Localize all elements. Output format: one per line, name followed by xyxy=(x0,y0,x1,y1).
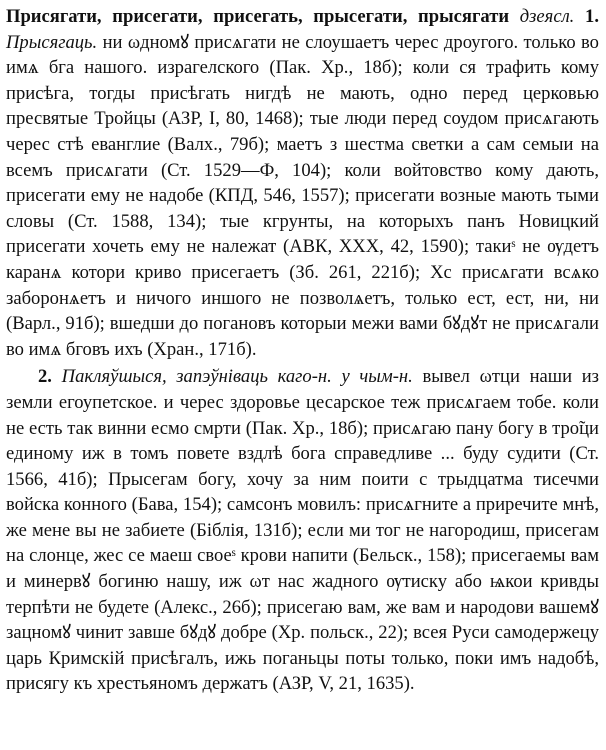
sense-1-gloss: Прысягаць. xyxy=(6,31,98,53)
sense-1-number: 1. xyxy=(585,6,599,27)
entry-headword: Присягати, присегати, присегать, прысегати, прысягати xyxy=(6,6,510,27)
sense-2-citations: вывел ωтци наши из земли егоупетское. и черес здоровье цесарское теж присѧгаем тобе. коли не есть так винни есмо смрти (Пак. Хр., 18б); присѧгаю пану богу в тро̃ци единому иж в томъ повете вздлѣ бога справедливе ... буду судити (Ст. 1566, 41б); Прысегам богу, хочу за ним поити с трыдцатма тисечми войска конного (Бава, 154); самсонъ мовилъ: присѧгните а приречите мнѣ, же мене вы не забиете (Бiблiя, 131б); если ми тог не нагородиш, присегам на слонце, жес се маеш своеˢ крови напити (Бельск., 158); присегаемы вам и минервꙋ богиню нашу, иж ωт нас жадного ѹтиску або ѩкои кривды терпѣти не будете (Алекс., 26б); присегаю вам, же вам и народови вашемꙋ зацномꙋ чинит завше бꙋдꙋ добре (Хр. польск., 22); всея Руси самодержецу царь Кримскiй присѣгалъ, ижь поганьцы поты только, поки имъ надобѣ, присягу къ хрестьяномъ держатъ (АЗР, V, 21, 1635). xyxy=(6,366,600,695)
sense-1-citations: ни ωдномꙋ присѧгати не слоушаетъ черес дроугого. только во имѧ бга нашого. израгелского (Пак. Хр., 18б); коли ся трафить кому присѣга, тогды присѣгать нигдѣ не мають, одно перед церковью пресвятые Тройцы (АЗР, I, 80, 1468); тые люди перед соудом присѧгають черес стѣ еванглие (Валх., 79б); маетъ з шестма светки а сам семыи на всемъ присѧгати (Ст. 1529—Ф, 104); коли войтовство кому дають, присегати ему не надобе (КПД, 546, 1557); присегати возные мають тыми словы (Ст. 1588, 134); тые кгрунты, на которыхъ панъ Новицкий присегати хочеть ему не належат (АВК, XXX, 42, 1590); такиˢ не ѹдетъ каранѧ котори кривo присегаетъ (Зб. 261, 221б); Хс присѧгати всѧко заборонѧетъ и ничого иншого не позволѧетъ, только ест, ест, ни, ни (Варл., 91б); вшедши до погановъ которыи межи вами бꙋдꙋт не присѧгали во имѧ бговъ ихъ (Хран., 171б). xyxy=(6,31,599,360)
part-of-speech-label: дзеясл. xyxy=(519,6,575,27)
sense-2-gloss: Пакляўшыся, запэўніваць каго-н. у чым-н. xyxy=(61,366,413,388)
entry-sense-2-paragraph xyxy=(6,364,599,697)
sense-2-number: 2. xyxy=(38,366,52,388)
entry-sense-1-paragraph xyxy=(6,4,599,362)
